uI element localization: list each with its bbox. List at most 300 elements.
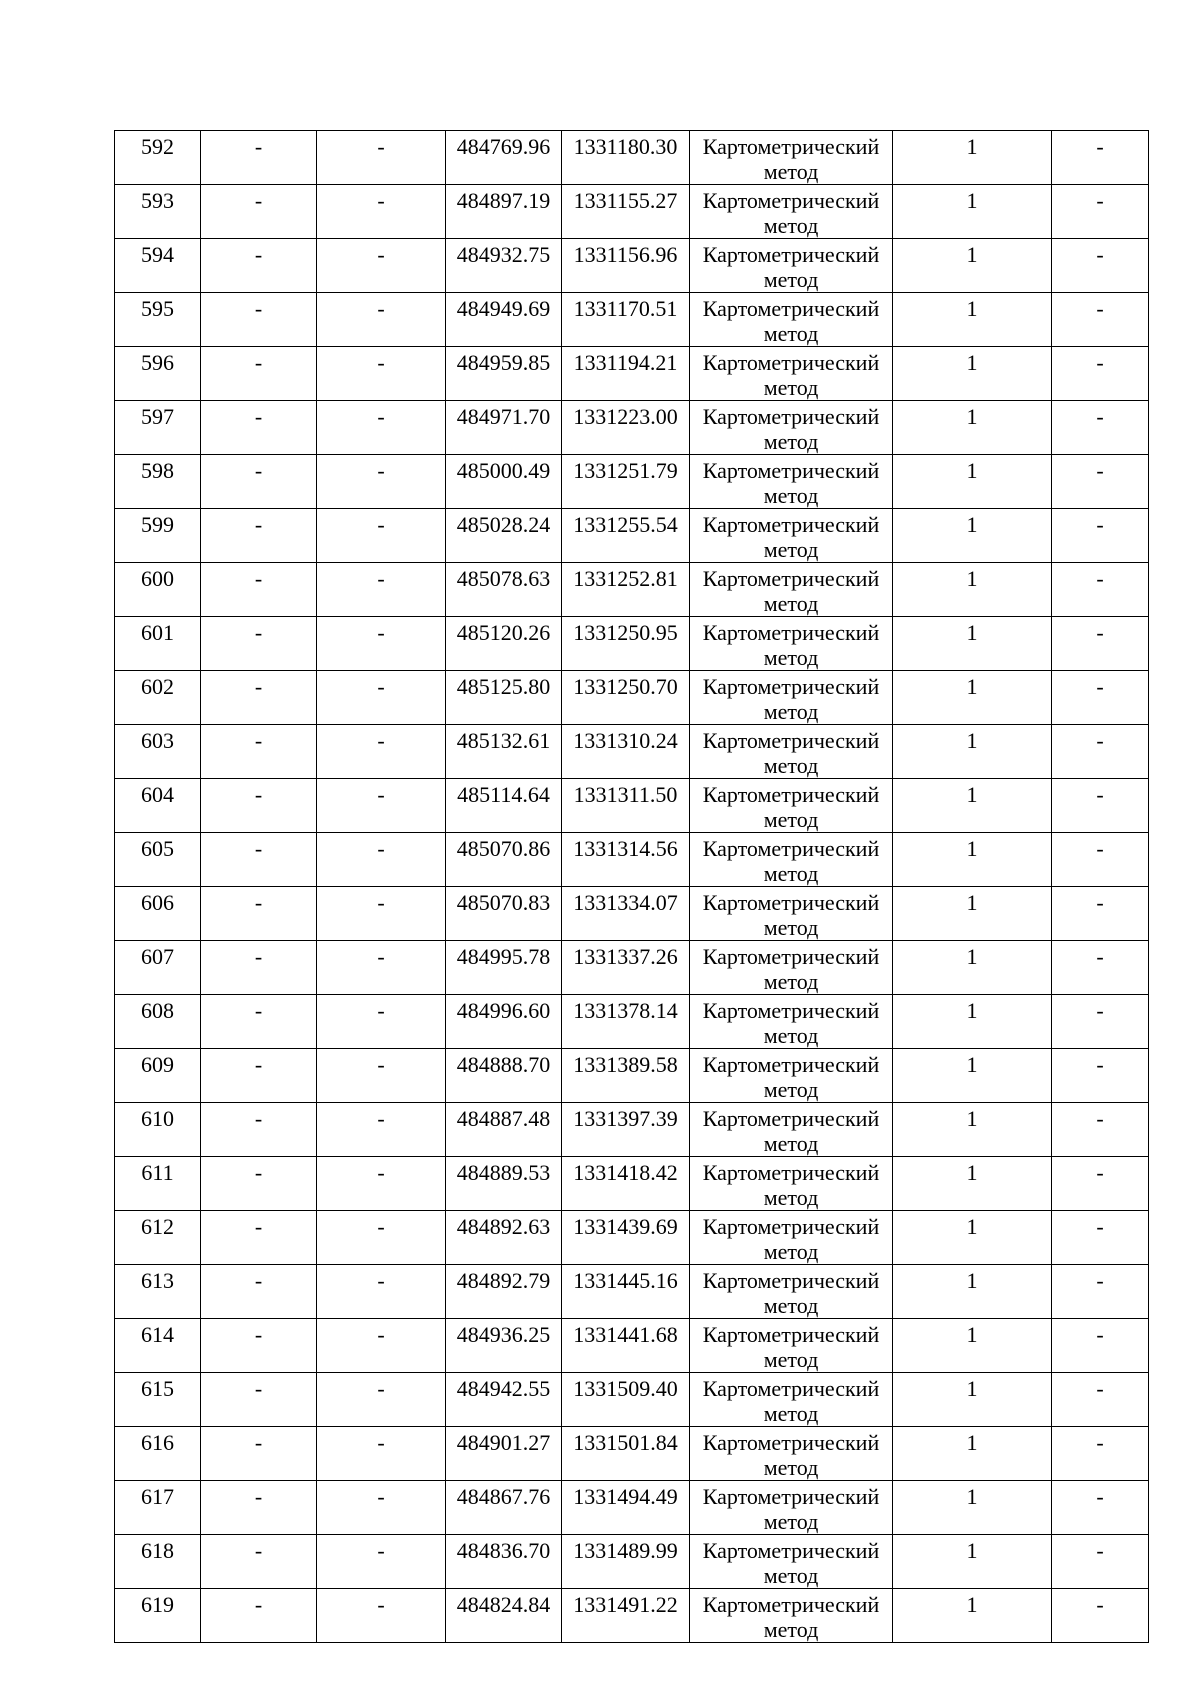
empty-value-cell: - [201,941,317,995]
method-label-line1: Картометрический [702,944,880,969]
x-coordinate-cell: 484836.70 [446,1535,562,1589]
method-label-line2: метод [763,1401,819,1426]
method-cell [690,185,893,239]
table-row [115,1157,1149,1211]
x-coordinate-cell: 484932.75 [446,239,562,293]
empty-value-cell: - [201,293,317,347]
accuracy-cell: 1 [893,563,1052,617]
method-cell [690,887,893,941]
empty-value-cell: - [317,995,446,1049]
method-label-line2: метод [763,1077,819,1102]
table-row [115,1049,1149,1103]
table-row [115,293,1149,347]
point-number-cell: 600 [115,563,201,617]
y-coordinate-cell: 1331494.49 [562,1481,690,1535]
accuracy-cell: 1 [893,1373,1052,1427]
x-coordinate-cell: 484897.19 [446,185,562,239]
point-number-cell: 615 [115,1373,201,1427]
method-label-line1: Картометрический [702,1160,880,1185]
empty-value-cell: - [201,509,317,563]
method-cell [690,1535,893,1589]
method-label-line2: метод [763,1131,819,1156]
empty-value-cell: - [317,563,446,617]
note-cell: - [1052,995,1149,1049]
table-row [115,1589,1149,1643]
accuracy-cell: 1 [893,671,1052,725]
empty-value-cell: - [201,131,317,185]
note-cell: - [1052,1427,1149,1481]
empty-value-cell: - [201,617,317,671]
y-coordinate-cell: 1331418.42 [562,1157,690,1211]
method-label-line1: Картометрический [702,458,880,483]
empty-value-cell: - [201,401,317,455]
method-label-line2: метод [763,321,819,346]
method-cell [690,725,893,779]
method-label-line2: метод [763,537,819,562]
note-cell: - [1052,347,1149,401]
empty-value-cell: - [317,887,446,941]
accuracy-cell: 1 [893,1427,1052,1481]
method-label-line2: метод [763,213,819,238]
point-number-cell: 613 [115,1265,201,1319]
x-coordinate-cell: 484971.70 [446,401,562,455]
table-row [115,1319,1149,1373]
x-coordinate-cell: 484936.25 [446,1319,562,1373]
x-coordinate-cell: 484995.78 [446,941,562,995]
x-coordinate-cell: 484769.96 [446,131,562,185]
x-coordinate-cell: 484867.76 [446,1481,562,1535]
point-number-cell: 596 [115,347,201,401]
note-cell: - [1052,779,1149,833]
empty-value-cell: - [317,833,446,887]
method-cell [690,779,893,833]
y-coordinate-cell: 1331255.54 [562,509,690,563]
empty-value-cell: - [201,1157,317,1211]
method-label-line1: Картометрический [702,1592,880,1617]
empty-value-cell: - [317,1103,446,1157]
empty-value-cell: - [317,725,446,779]
point-number-cell: 592 [115,131,201,185]
y-coordinate-cell: 1331337.26 [562,941,690,995]
accuracy-cell: 1 [893,1481,1052,1535]
method-label-line2: метод [763,1617,819,1642]
x-coordinate-cell: 485078.63 [446,563,562,617]
note-cell: - [1052,1211,1149,1265]
empty-value-cell: - [201,671,317,725]
method-label-line1: Картометрический [702,782,880,807]
table-row [115,401,1149,455]
table-row [115,1103,1149,1157]
x-coordinate-cell: 484892.63 [446,1211,562,1265]
table-row [115,779,1149,833]
accuracy-cell: 1 [893,401,1052,455]
point-number-cell: 604 [115,779,201,833]
empty-value-cell: - [317,671,446,725]
accuracy-cell: 1 [893,1535,1052,1589]
method-label-line2: метод [763,1185,819,1210]
method-label-line2: метод [763,1293,819,1318]
y-coordinate-cell: 1331180.30 [562,131,690,185]
y-coordinate-cell: 1331155.27 [562,185,690,239]
table-row [115,671,1149,725]
note-cell: - [1052,833,1149,887]
method-label-line2: метод [763,1023,819,1048]
y-coordinate-cell: 1331156.96 [562,239,690,293]
method-label-line1: Картометрический [702,566,880,591]
x-coordinate-cell: 485070.86 [446,833,562,887]
empty-value-cell: - [201,725,317,779]
note-cell: - [1052,401,1149,455]
method-label-line2: метод [763,591,819,616]
method-cell [690,1265,893,1319]
method-label-line1: Картометрический [702,350,880,375]
empty-value-cell: - [201,995,317,1049]
table-row [115,1427,1149,1481]
point-number-cell: 618 [115,1535,201,1589]
y-coordinate-cell: 1331194.21 [562,347,690,401]
empty-value-cell: - [201,347,317,401]
table-row [115,347,1149,401]
empty-value-cell: - [317,1589,446,1643]
x-coordinate-cell: 484942.55 [446,1373,562,1427]
table-row [115,941,1149,995]
empty-value-cell: - [317,239,446,293]
method-label-line2: метод [763,807,819,832]
x-coordinate-cell: 485028.24 [446,509,562,563]
empty-value-cell: - [201,887,317,941]
point-number-cell: 617 [115,1481,201,1535]
accuracy-cell: 1 [893,995,1052,1049]
empty-value-cell: - [201,1103,317,1157]
method-cell [690,941,893,995]
point-number-cell: 601 [115,617,201,671]
coordinates-table [114,130,1149,1643]
y-coordinate-cell: 1331250.70 [562,671,690,725]
point-number-cell: 606 [115,887,201,941]
table-row [115,725,1149,779]
empty-value-cell: - [201,779,317,833]
method-cell [690,1319,893,1373]
empty-value-cell: - [317,941,446,995]
empty-value-cell: - [317,1157,446,1211]
method-label-line1: Картометрический [702,674,880,699]
empty-value-cell: - [201,833,317,887]
empty-value-cell: - [201,1319,317,1373]
note-cell: - [1052,1481,1149,1535]
point-number-cell: 598 [115,455,201,509]
method-label-line2: метод [763,1563,819,1588]
table-row [115,239,1149,293]
method-label-line2: метод [763,1509,819,1534]
method-cell [690,617,893,671]
method-cell [690,347,893,401]
accuracy-cell: 1 [893,833,1052,887]
y-coordinate-cell: 1331378.14 [562,995,690,1049]
accuracy-cell: 1 [893,887,1052,941]
accuracy-cell: 1 [893,293,1052,347]
method-label-line1: Картометрический [702,1538,880,1563]
empty-value-cell: - [201,1265,317,1319]
coordinates-table-body [115,131,1149,1643]
accuracy-cell: 1 [893,1211,1052,1265]
accuracy-cell: 1 [893,617,1052,671]
point-number-cell: 614 [115,1319,201,1373]
empty-value-cell: - [317,131,446,185]
point-number-cell: 609 [115,1049,201,1103]
method-cell [690,563,893,617]
method-cell [690,509,893,563]
method-label-line2: метод [763,1239,819,1264]
x-coordinate-cell: 485114.64 [446,779,562,833]
x-coordinate-cell: 484888.70 [446,1049,562,1103]
x-coordinate-cell: 485120.26 [446,617,562,671]
method-label-line2: метод [763,429,819,454]
point-number-cell: 597 [115,401,201,455]
note-cell: - [1052,725,1149,779]
method-label-line1: Картометрический [702,728,880,753]
y-coordinate-cell: 1331250.95 [562,617,690,671]
method-label-line1: Картометрический [702,890,880,915]
y-coordinate-cell: 1331170.51 [562,293,690,347]
method-cell [690,1211,893,1265]
empty-value-cell: - [317,1211,446,1265]
empty-value-cell: - [317,347,446,401]
method-label-line2: метод [763,645,819,670]
method-label-line2: метод [763,1455,819,1480]
note-cell: - [1052,1265,1149,1319]
method-label-line2: метод [763,483,819,508]
note-cell: - [1052,1319,1149,1373]
method-cell [690,293,893,347]
note-cell: - [1052,239,1149,293]
table-row [115,563,1149,617]
point-number-cell: 612 [115,1211,201,1265]
method-label-line1: Картометрический [702,836,880,861]
y-coordinate-cell: 1331251.79 [562,455,690,509]
y-coordinate-cell: 1331489.99 [562,1535,690,1589]
empty-value-cell: - [317,1481,446,1535]
method-label-line1: Картометрический [702,998,880,1023]
accuracy-cell: 1 [893,1319,1052,1373]
x-coordinate-cell: 484949.69 [446,293,562,347]
note-cell: - [1052,1589,1149,1643]
x-coordinate-cell: 485132.61 [446,725,562,779]
empty-value-cell: - [201,1535,317,1589]
method-cell [690,1373,893,1427]
x-coordinate-cell: 484889.53 [446,1157,562,1211]
empty-value-cell: - [317,1427,446,1481]
method-label-line1: Картометрический [702,1484,880,1509]
x-coordinate-cell: 485125.80 [446,671,562,725]
empty-value-cell: - [317,401,446,455]
note-cell: - [1052,1049,1149,1103]
empty-value-cell: - [317,1373,446,1427]
accuracy-cell: 1 [893,779,1052,833]
y-coordinate-cell: 1331501.84 [562,1427,690,1481]
note-cell: - [1052,941,1149,995]
empty-value-cell: - [317,779,446,833]
method-label-line1: Картометрический [702,1322,880,1347]
method-cell [690,1157,893,1211]
note-cell: - [1052,1373,1149,1427]
y-coordinate-cell: 1331310.24 [562,725,690,779]
method-label-line1: Картометрический [702,1268,880,1293]
y-coordinate-cell: 1331314.56 [562,833,690,887]
x-coordinate-cell: 484892.79 [446,1265,562,1319]
point-number-cell: 607 [115,941,201,995]
accuracy-cell: 1 [893,941,1052,995]
note-cell: - [1052,1103,1149,1157]
accuracy-cell: 1 [893,185,1052,239]
x-coordinate-cell: 485000.49 [446,455,562,509]
empty-value-cell: - [201,455,317,509]
method-label-line1: Картометрический [702,1430,880,1455]
note-cell: - [1052,293,1149,347]
table-row [115,455,1149,509]
note-cell: - [1052,887,1149,941]
empty-value-cell: - [201,185,317,239]
table-row [115,833,1149,887]
note-cell: - [1052,671,1149,725]
empty-value-cell: - [317,617,446,671]
point-number-cell: 602 [115,671,201,725]
note-cell: - [1052,131,1149,185]
accuracy-cell: 1 [893,509,1052,563]
method-cell [690,1103,893,1157]
point-number-cell: 593 [115,185,201,239]
x-coordinate-cell: 484901.27 [446,1427,562,1481]
y-coordinate-cell: 1331389.58 [562,1049,690,1103]
accuracy-cell: 1 [893,1049,1052,1103]
note-cell: - [1052,1535,1149,1589]
method-label-line2: метод [763,699,819,724]
method-label-line2: метод [763,159,819,184]
accuracy-cell: 1 [893,347,1052,401]
table-row [115,509,1149,563]
table-row [115,1211,1149,1265]
method-label-line2: метод [763,861,819,886]
method-cell [690,455,893,509]
accuracy-cell: 1 [893,455,1052,509]
method-label-line1: Картометрический [702,1214,880,1239]
x-coordinate-cell: 484887.48 [446,1103,562,1157]
method-label-line2: метод [763,915,819,940]
empty-value-cell: - [201,1211,317,1265]
note-cell: - [1052,509,1149,563]
x-coordinate-cell: 484824.84 [446,1589,562,1643]
method-cell [690,1427,893,1481]
y-coordinate-cell: 1331311.50 [562,779,690,833]
table-row [115,617,1149,671]
empty-value-cell: - [201,1589,317,1643]
point-number-cell: 610 [115,1103,201,1157]
note-cell: - [1052,563,1149,617]
x-coordinate-cell: 484959.85 [446,347,562,401]
note-cell: - [1052,1157,1149,1211]
point-number-cell: 616 [115,1427,201,1481]
accuracy-cell: 1 [893,1103,1052,1157]
method-label-line2: метод [763,267,819,292]
point-number-cell: 605 [115,833,201,887]
y-coordinate-cell: 1331334.07 [562,887,690,941]
note-cell: - [1052,617,1149,671]
empty-value-cell: - [201,1373,317,1427]
method-label-line1: Картометрический [702,620,880,645]
empty-value-cell: - [201,1481,317,1535]
method-label-line1: Картометрический [702,1376,880,1401]
point-number-cell: 619 [115,1589,201,1643]
accuracy-cell: 1 [893,131,1052,185]
empty-value-cell: - [201,563,317,617]
method-label-line2: метод [763,753,819,778]
method-label-line1: Картометрический [702,404,880,429]
method-cell [690,401,893,455]
point-number-cell: 594 [115,239,201,293]
method-cell [690,239,893,293]
x-coordinate-cell: 484996.60 [446,995,562,1049]
note-cell: - [1052,185,1149,239]
table-row [115,1265,1149,1319]
table-row [115,1535,1149,1589]
y-coordinate-cell: 1331509.40 [562,1373,690,1427]
x-coordinate-cell: 485070.83 [446,887,562,941]
table-row [115,1373,1149,1427]
method-cell [690,1049,893,1103]
point-number-cell: 611 [115,1157,201,1211]
empty-value-cell: - [317,1265,446,1319]
empty-value-cell: - [317,185,446,239]
method-cell [690,131,893,185]
empty-value-cell: - [317,509,446,563]
point-number-cell: 608 [115,995,201,1049]
method-label-line2: метод [763,375,819,400]
accuracy-cell: 1 [893,1157,1052,1211]
method-label-line1: Картометрический [702,242,880,267]
y-coordinate-cell: 1331445.16 [562,1265,690,1319]
method-label-line1: Картометрический [702,512,880,537]
method-label-line1: Картометрический [702,134,880,159]
accuracy-cell: 1 [893,1589,1052,1643]
method-cell [690,995,893,1049]
method-cell [690,1589,893,1643]
empty-value-cell: - [317,455,446,509]
empty-value-cell: - [201,1427,317,1481]
method-label-line1: Картометрический [702,1106,880,1131]
y-coordinate-cell: 1331491.22 [562,1589,690,1643]
table-row [115,185,1149,239]
method-label-line2: метод [763,969,819,994]
empty-value-cell: - [201,239,317,293]
method-cell [690,833,893,887]
y-coordinate-cell: 1331223.00 [562,401,690,455]
accuracy-cell: 1 [893,239,1052,293]
note-cell: - [1052,455,1149,509]
y-coordinate-cell: 1331397.39 [562,1103,690,1157]
method-cell [690,1481,893,1535]
table-row [115,887,1149,941]
point-number-cell: 603 [115,725,201,779]
empty-value-cell: - [317,293,446,347]
method-cell [690,671,893,725]
method-label-line1: Картометрический [702,296,880,321]
accuracy-cell: 1 [893,725,1052,779]
accuracy-cell: 1 [893,1265,1052,1319]
point-number-cell: 595 [115,293,201,347]
table-row [115,995,1149,1049]
method-label-line1: Картометрический [702,188,880,213]
method-label-line1: Картометрический [702,1052,880,1077]
empty-value-cell: - [317,1535,446,1589]
